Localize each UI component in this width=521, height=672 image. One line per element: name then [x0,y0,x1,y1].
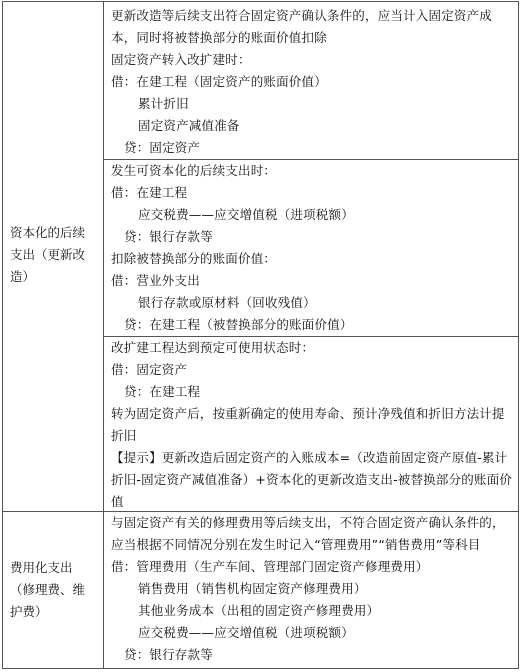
text-line: 本，同时将被替换部分的账面价值扣除 [111,30,327,45]
journal-line: 借：在建工程（固定资产的账面价值） [111,74,327,89]
journal-line: 贷：在建工程（被替换部分的账面价值） [124,317,353,332]
tip-line: 【提示】更新改造后固定资产的入账成本=（改造前固定资产原值-累计 [111,450,508,465]
text-line: 折旧 [111,428,137,443]
label-line: 费用化支出 [10,560,73,575]
text-line: 改扩建工程达到预定可使用状态时： [111,340,315,355]
text-line: 转为固定资产后，按重新确定的使用寿命、预计净残值和折旧方法计提 [111,406,505,421]
label-line: 造） [10,269,36,284]
journal-line: 应交税费——应交增值税（进项税额） [138,207,354,222]
tip-line: 折旧-固定资产减值准备）+资本化的更新改造支出-被替换部分的账面价 [111,472,513,487]
label-line: 资本化的后续 [10,225,86,240]
journal-line: 贷：银行存款等 [124,647,213,662]
cell-completion-entry [104,337,518,513]
journal-line: 贷：银行存款等 [124,229,213,244]
journal-line: 银行存款或原材料（回收残值） [138,295,316,310]
journal-line: 借：固定资产 [111,362,188,377]
cell-expensed-repair [104,512,518,666]
text-line: 扣除被替换部分的账面价值： [111,251,277,266]
journal-line: 累计折旧 [138,96,189,111]
journal-line: 借：营业外支出 [111,273,200,288]
journal-line: 贷：在建工程 [124,384,201,399]
text-line: 更新改造等后续支出符合固定资产确认条件的，应当计入固定资产成 [111,8,493,23]
label-line: 护费） [10,604,48,619]
row-label-expensed [3,557,103,623]
text-line: 与固定资产有关的修理费用等后续支出，不符合固定资产确认条件的， [111,515,505,530]
cell-conversion-entry [104,5,518,159]
journal-line: 固定资产减值准备 [138,118,240,133]
label-line: 支出（更新改 [10,247,86,262]
text-line: 应当根据不同情况分别在发生时记入“管理费用”“销售费用”等科目 [111,537,481,552]
journal-line: 销售费用（销售机构固定资产修理费用） [138,581,367,596]
journal-line: 借：在建工程 [111,185,188,200]
label-line: （修理费、维 [10,582,86,597]
journal-line: 借：管理费用（生产车间、管理部门固定资产修理费用） [111,559,429,574]
tip-line: 值 [111,494,124,509]
journal-line: 应交税费——应交增值税（进项税额） [138,625,354,640]
cell-capitalized-expenditure [104,160,518,336]
row-label-capitalized [3,222,103,288]
journal-line: 贷：固定资产 [124,140,201,155]
journal-line: 其他业务成本（出租的固定资产修理费用） [138,603,380,618]
text-line: 发生可资本化的后续支出时： [111,163,277,178]
accounting-table [2,1,519,669]
text-line: 固定资产转入改扩建时： [111,52,251,67]
